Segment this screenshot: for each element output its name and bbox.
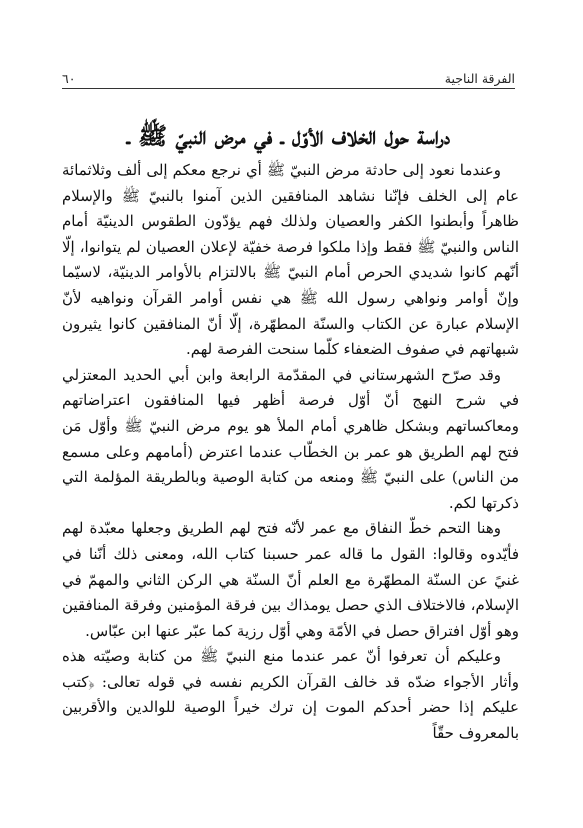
running-title: الفرقة الناجية	[444, 71, 515, 86]
paragraph: وقد صرّح الشهرستاني في المقدّمة الرابعة وابن أبي الحديد المعتزلي في شرح النهج أنّ أوّل فرصة أظهر فيها المنافقون اعتراضاتهم ومعاكساتهم وبشكل ظاهري أمام الملأ هو يوم مرض النبيّ ﷺ وأوّل مَن فتح لهم الطريق هو عمر بن الخطّاب عندما اعترض (أمامهم وعلى مسمع من الناس) على النبيّ ﷺ ومنعه من كتابة الوصية وبالطريقة المؤلمة التي ذكرتها لكم.	[62, 365, 519, 512]
paragraph: وعندما نعود إلى حادثة مرض النبيّ ﷺ أي نرجع معكم إلى ألف وثلاثمائة عام إلى الخلف فإنّنا نشاهد المنافقين الذين آمنوا بالنبيّ ﷺ والإسلام ظاهراً وأبطنوا الكفر والعصيان ولذلك فهم يؤدّون الطقوس الدينيّة أمام الناس والنبيّ ﷺ فقط وإذا ملكوا فرصة خفيّة لإعلان العصيان لم يتوانوا، إلّا أنّهم كانوا شديدي الحرص أمام النبيّ ﷺ بالالتزام بالأوامر الدينيّة، لاسيّما وإنّ أوامر ونواهي رسول الله ﷺ هي نفس أوامر القرآن ونواهيه لأنّ الإسلام عبارة عن الكتاب والسنّة المطهّرة، إلّا أنّ المنافقين كانوا يثيرون شبهاتهم في صفوف الضعفاء كلّما سنحت الفرصة لهم.	[62, 161, 519, 359]
page-number: ٦٠	[62, 71, 76, 86]
paragraph: وهنا التحم خطّ النفاق مع عمر لأنّه فتح لهم الطريق وجعلها معبّدة لهم فأيّدوه وقالوا: القول ما قاله عمر حسبنا كتاب الله، ومعنى ذلك أنّنا في غنيً عن السنّة المطهّرة مع العلم أنّ السنّة هي الركن الثاني والمهمّ في الإسلام، فالاختلاف الذي حصل يومذاك بين فرقة المؤمنين وفرقة المنافقين وهو أوّل افتراق حصل في الأمّة وهي أوّل رزية كما عبّر عنها ابن عبّاس.	[62, 519, 519, 640]
header-rule	[62, 88, 515, 89]
section-title: دراسة حول الخلاف الأوّل ـ في مرض النبيّ ﷺ ـ	[126, 121, 451, 150]
paragraph: وعليكم أن تعرفوا أنّ عمر عندما منع النبيّ ﷺ من كتابة وصيّته هذه وأثار الأجواء ضدّه قد خالف القرآن الكريم نفسه في قوله تعالى: ﴿كتب عليكم إذا حضر أحدكم الموت إن ترك خيراً الوصية للوالدين والأقربين بالمعروف حقّاً	[62, 647, 519, 743]
page-header	[62, 66, 515, 86]
body-text	[62, 158, 519, 747]
